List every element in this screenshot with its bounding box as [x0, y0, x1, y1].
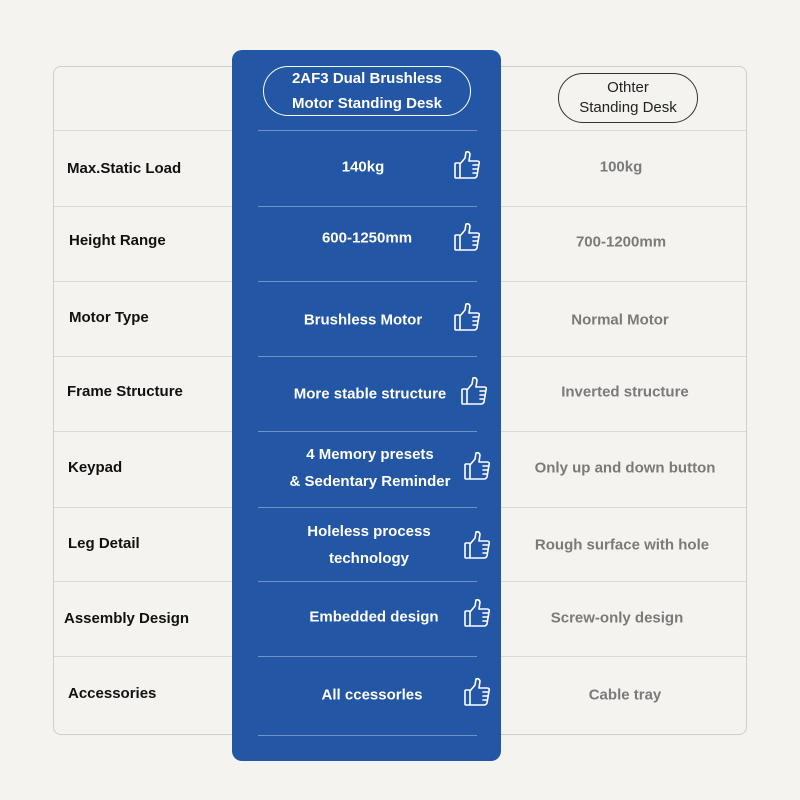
our-product-value: [342, 154, 385, 181]
row-divider: [54, 281, 232, 282]
thumbs-up-icon: [453, 222, 481, 252]
feature-label: Frame Structure: [67, 383, 183, 400]
other-product-name-line2: Standing Desk: [579, 99, 677, 116]
row-divider: [54, 656, 232, 657]
other-product-value: Normal Motor: [571, 311, 669, 329]
row-divider: [54, 130, 232, 131]
our-product-value-line: Brushless Motor: [303, 311, 423, 329]
our-product-value-line: Holeless process: [307, 523, 431, 540]
highlight-row-divider: [258, 581, 477, 582]
row-divider: [501, 581, 746, 582]
our-product-value: [309, 604, 438, 631]
our-product-value-line: All ccessorles: [321, 686, 423, 704]
our-product-value-line: technology: [328, 550, 409, 567]
row-divider: [54, 507, 232, 508]
our-product-value-line: 4 Memory presets: [306, 446, 434, 463]
other-product-value: 100kg: [599, 158, 643, 176]
row-divider: [54, 356, 232, 357]
thumbs-up-icon: [463, 677, 491, 707]
our-product-value: [307, 518, 430, 572]
highlight-row-divider: [258, 206, 477, 207]
highlight-row-divider: [258, 507, 477, 508]
highlight-row-divider: [258, 130, 477, 131]
our-product-value: [294, 381, 447, 408]
row-divider: [501, 206, 746, 207]
other-product-header: [558, 73, 698, 123]
thumbs-up-icon: [453, 150, 481, 180]
row-divider: [501, 356, 746, 357]
highlight-row-divider: [258, 281, 477, 282]
feature-label: Keypad: [68, 459, 123, 476]
highlight-row-divider: [258, 656, 477, 657]
row-divider: [54, 581, 232, 582]
other-product-value: Inverted structure: [561, 383, 689, 401]
other-product-value: Screw-only design: [550, 609, 684, 627]
other-product-value: Only up and down button: [534, 459, 716, 477]
our-product-value-line: Embedded design: [309, 608, 439, 626]
row-divider: [501, 431, 746, 432]
thumbs-up-icon: [463, 451, 491, 481]
row-divider: [501, 281, 746, 282]
our-product-value: [322, 682, 423, 709]
thumbs-up-icon: [463, 598, 491, 628]
row-divider: [54, 206, 232, 207]
row-divider: [501, 656, 746, 657]
our-product-value: [290, 441, 451, 495]
our-product-value: [322, 225, 412, 252]
highlight-row-divider: [258, 735, 477, 736]
feature-label: Motor Type: [69, 309, 149, 326]
our-product-value-line: 140kg: [341, 158, 385, 176]
other-product-name-line1: Othter: [607, 79, 649, 96]
feature-label: Height Range: [69, 232, 166, 249]
highlight-row-divider: [258, 356, 477, 357]
highlight-row-divider: [258, 431, 477, 432]
row-divider: [501, 507, 746, 508]
feature-label: Accessories: [68, 685, 157, 702]
our-product-value-line: More stable structure: [293, 385, 447, 403]
feature-label: Max.Static Load: [67, 160, 182, 177]
other-product-value: Rough surface with hole: [534, 536, 710, 554]
our-product-value-line: 600-1250mm: [321, 229, 413, 247]
our-product-header: [263, 66, 471, 116]
feature-label: Leg Detail: [68, 535, 140, 552]
thumbs-up-icon: [463, 530, 491, 560]
other-product-value: Cable tray: [588, 686, 662, 704]
row-divider: [54, 431, 232, 432]
our-product-value: [304, 307, 422, 334]
our-product-value-line: & Sedentary Reminder: [289, 473, 451, 490]
other-product-value: 700-1200mm: [575, 233, 667, 251]
thumbs-up-icon: [453, 302, 481, 332]
feature-label: Assembly Design: [64, 610, 190, 627]
thumbs-up-icon: [460, 376, 488, 406]
our-product-name-line1: 2AF3 Dual Brushless: [291, 70, 443, 87]
our-product-name-line2: Motor Standing Desk: [291, 95, 442, 112]
row-divider: [501, 130, 746, 131]
